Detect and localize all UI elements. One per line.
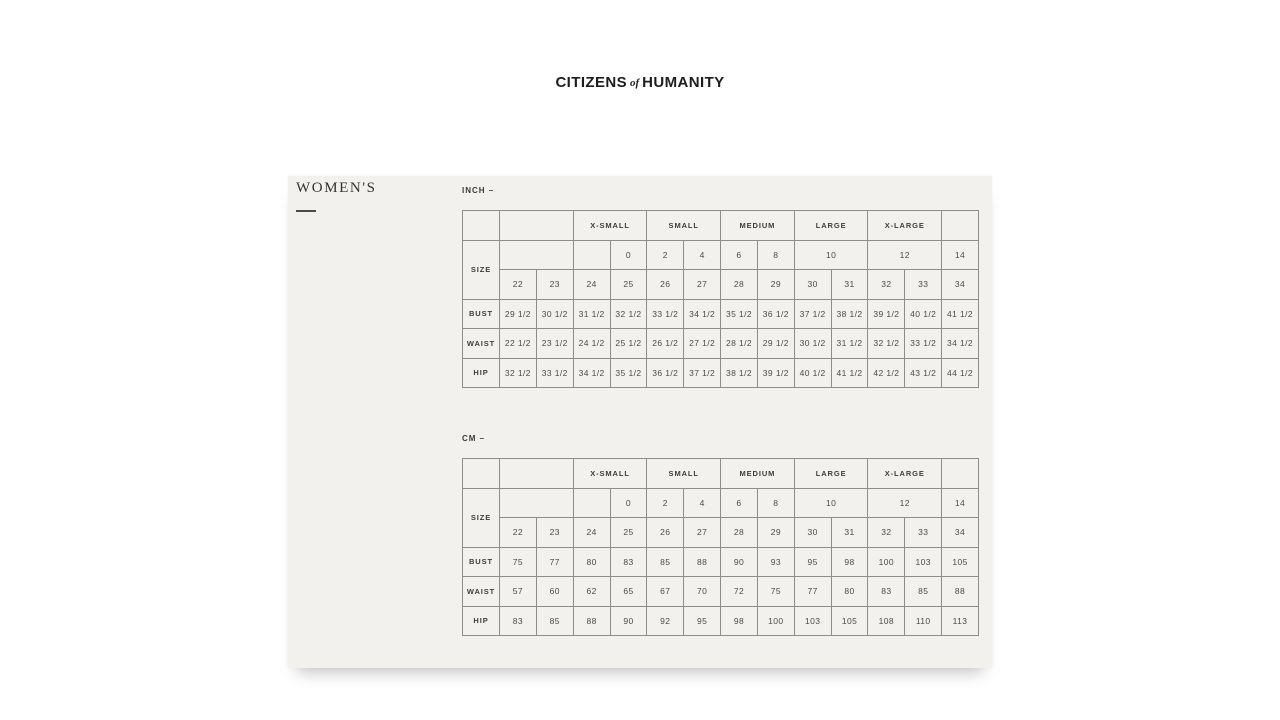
measure-value-cell: 88: [573, 606, 610, 636]
measure-row-label: BUST: [463, 547, 500, 577]
alt-size-cell: 29: [757, 270, 794, 300]
measure-value-cell: 75: [757, 577, 794, 607]
measure-value-cell: 39 1/2: [868, 299, 905, 329]
measure-value-cell: 90: [721, 547, 758, 577]
size-group-header: SMALL: [647, 459, 721, 489]
measure-value-cell: 31 1/2: [573, 299, 610, 329]
numeric-size-cell: 14: [942, 488, 979, 518]
alt-size-cell: 22: [500, 518, 537, 548]
measure-value-cell: 36 1/2: [757, 299, 794, 329]
measure-value-cell: 38 1/2: [721, 358, 758, 388]
empty-size-cell: [573, 488, 610, 518]
measure-value-cell: 83: [610, 547, 647, 577]
size-group-header: MEDIUM: [721, 459, 795, 489]
numeric-size-cell: 14: [942, 240, 979, 270]
womens-section-title: WOMEN'S: [296, 180, 377, 196]
measure-value-cell: 88: [684, 547, 721, 577]
title-underline: [296, 210, 316, 212]
empty-size-cell: [500, 488, 574, 518]
numeric-size-cell: 6: [721, 488, 758, 518]
measure-value-cell: 42 1/2: [868, 358, 905, 388]
measure-value-cell: 70: [684, 577, 721, 607]
measure-row-label: BUST: [463, 299, 500, 329]
measure-value-cell: 33 1/2: [647, 299, 684, 329]
measure-value-cell: 95: [794, 547, 831, 577]
measure-value-cell: 67: [647, 577, 684, 607]
numeric-size-cell: 4: [684, 240, 721, 270]
size-group-header: X-LARGE: [868, 459, 942, 489]
size-group-header: SMALL: [647, 211, 721, 241]
numeric-size-cell: 8: [757, 240, 794, 270]
alt-size-cell: 23: [536, 270, 573, 300]
measure-value-cell: 40 1/2: [905, 299, 942, 329]
measure-value-cell: 44 1/2: [942, 358, 979, 388]
empty-group-cell: [500, 211, 574, 241]
measure-value-cell: 92: [647, 606, 684, 636]
measure-value-cell: 39 1/2: [757, 358, 794, 388]
measure-value-cell: 85: [647, 547, 684, 577]
measure-value-cell: 77: [794, 577, 831, 607]
alt-size-cell: 30: [794, 270, 831, 300]
measure-value-cell: 40 1/2: [794, 358, 831, 388]
measure-value-cell: 72: [721, 577, 758, 607]
corner-cell: [463, 459, 500, 489]
alt-size-cell: 33: [905, 270, 942, 300]
measure-value-cell: 98: [831, 547, 868, 577]
measure-value-cell: 83: [868, 577, 905, 607]
measure-value-cell: 33 1/2: [536, 358, 573, 388]
measure-value-cell: 80: [573, 547, 610, 577]
alt-size-cell: 30: [794, 518, 831, 548]
numeric-size-cell: 4: [684, 488, 721, 518]
measure-value-cell: 90: [610, 606, 647, 636]
numeric-size-cell: 10: [794, 488, 868, 518]
measure-value-cell: 103: [794, 606, 831, 636]
size-group-header: X-SMALL: [573, 459, 647, 489]
measure-value-cell: 80: [831, 577, 868, 607]
alt-size-cell: 22: [500, 270, 537, 300]
measure-value-cell: 29 1/2: [757, 329, 794, 359]
brand-word-citizens: CITIZENS: [555, 74, 627, 91]
measure-value-cell: 32 1/2: [500, 358, 537, 388]
size-group-header: LARGE: [794, 211, 868, 241]
measure-value-cell: 108: [868, 606, 905, 636]
size-group-header: MEDIUM: [721, 211, 795, 241]
measure-value-cell: 24 1/2: [573, 329, 610, 359]
cm-unit-label: CM –: [462, 434, 486, 443]
brand-logo: [0, 74, 1280, 92]
measure-value-cell: 29 1/2: [500, 299, 537, 329]
empty-group-cell: [942, 211, 979, 241]
numeric-size-cell: 6: [721, 240, 758, 270]
measure-value-cell: 38 1/2: [831, 299, 868, 329]
cm-size-table: [462, 458, 979, 636]
numeric-size-cell: 12: [868, 240, 942, 270]
alt-size-cell: 34: [942, 518, 979, 548]
cm-table-block: [462, 434, 979, 636]
alt-size-cell: 28: [721, 270, 758, 300]
alt-size-cell: 23: [536, 518, 573, 548]
alt-size-cell: 28: [721, 518, 758, 548]
empty-size-cell: [500, 240, 574, 270]
measure-row-label: WAIST: [463, 329, 500, 359]
measure-value-cell: 32 1/2: [610, 299, 647, 329]
measure-value-cell: 35 1/2: [610, 358, 647, 388]
alt-size-cell: 25: [610, 518, 647, 548]
size-guide-panel: [288, 176, 992, 668]
numeric-size-cell: 0: [610, 488, 647, 518]
measure-value-cell: 30 1/2: [536, 299, 573, 329]
cm-table-host: [462, 458, 979, 636]
tables-column: [462, 186, 979, 636]
measure-value-cell: 57: [500, 577, 537, 607]
measure-value-cell: 65: [610, 577, 647, 607]
measure-value-cell: 41 1/2: [942, 299, 979, 329]
measure-value-cell: 31 1/2: [831, 329, 868, 359]
alt-size-cell: 27: [684, 518, 721, 548]
measure-value-cell: 93: [757, 547, 794, 577]
measure-value-cell: 103: [905, 547, 942, 577]
measure-row-label: WAIST: [463, 577, 500, 607]
measure-value-cell: 62: [573, 577, 610, 607]
measure-value-cell: 34 1/2: [573, 358, 610, 388]
measure-value-cell: 85: [905, 577, 942, 607]
numeric-size-cell: 10: [794, 240, 868, 270]
alt-size-cell: 32: [868, 270, 905, 300]
measure-value-cell: 41 1/2: [831, 358, 868, 388]
measure-value-cell: 34 1/2: [942, 329, 979, 359]
measure-value-cell: 98: [721, 606, 758, 636]
measure-value-cell: 30 1/2: [794, 329, 831, 359]
size-group-header: X-SMALL: [573, 211, 647, 241]
alt-size-cell: 26: [647, 270, 684, 300]
measure-value-cell: 37 1/2: [684, 358, 721, 388]
measure-value-cell: 23 1/2: [536, 329, 573, 359]
empty-group-cell: [500, 459, 574, 489]
size-row-label: SIZE: [463, 240, 500, 299]
measure-value-cell: 85: [536, 606, 573, 636]
measure-value-cell: 100: [868, 547, 905, 577]
alt-size-cell: 29: [757, 518, 794, 548]
measure-row-label: HIP: [463, 358, 500, 388]
inch-unit-label: INCH –: [462, 186, 495, 195]
alt-size-cell: 31: [831, 270, 868, 300]
measure-value-cell: 105: [831, 606, 868, 636]
numeric-size-cell: 2: [647, 488, 684, 518]
alt-size-cell: 33: [905, 518, 942, 548]
measure-value-cell: 28 1/2: [721, 329, 758, 359]
alt-size-cell: 27: [684, 270, 721, 300]
empty-group-cell: [942, 459, 979, 489]
numeric-size-cell: 2: [647, 240, 684, 270]
size-group-header: X-LARGE: [868, 211, 942, 241]
measure-value-cell: 36 1/2: [647, 358, 684, 388]
measure-value-cell: 105: [942, 547, 979, 577]
corner-cell: [463, 211, 500, 241]
numeric-size-cell: 12: [868, 488, 942, 518]
category-column: [296, 180, 377, 212]
inch-table-block: [462, 186, 979, 388]
measure-value-cell: 113: [942, 606, 979, 636]
measure-value-cell: 77: [536, 547, 573, 577]
measure-value-cell: 43 1/2: [905, 358, 942, 388]
size-group-header: LARGE: [794, 459, 868, 489]
alt-size-cell: 34: [942, 270, 979, 300]
measure-value-cell: 26 1/2: [647, 329, 684, 359]
inch-size-table: [462, 210, 979, 388]
measure-value-cell: 60: [536, 577, 573, 607]
measure-value-cell: 35 1/2: [721, 299, 758, 329]
measure-value-cell: 27 1/2: [684, 329, 721, 359]
measure-value-cell: 22 1/2: [500, 329, 537, 359]
measure-value-cell: 95: [684, 606, 721, 636]
measure-value-cell: 34 1/2: [684, 299, 721, 329]
size-row-label: SIZE: [463, 488, 500, 547]
measure-value-cell: 75: [500, 547, 537, 577]
brand-word-of: of: [630, 77, 640, 89]
measure-value-cell: 25 1/2: [610, 329, 647, 359]
numeric-size-cell: 8: [757, 488, 794, 518]
measure-value-cell: 83: [500, 606, 537, 636]
alt-size-cell: 24: [573, 518, 610, 548]
measure-row-label: HIP: [463, 606, 500, 636]
alt-size-cell: 31: [831, 518, 868, 548]
alt-size-cell: 25: [610, 270, 647, 300]
empty-size-cell: [573, 240, 610, 270]
brand-word-humanity: HUMANITY: [642, 74, 725, 91]
measure-value-cell: 88: [942, 577, 979, 607]
alt-size-cell: 32: [868, 518, 905, 548]
alt-size-cell: 26: [647, 518, 684, 548]
alt-size-cell: 24: [573, 270, 610, 300]
measure-value-cell: 37 1/2: [794, 299, 831, 329]
measure-value-cell: 100: [757, 606, 794, 636]
inch-table-host: [462, 210, 979, 388]
measure-value-cell: 32 1/2: [868, 329, 905, 359]
numeric-size-cell: 0: [610, 240, 647, 270]
measure-value-cell: 33 1/2: [905, 329, 942, 359]
measure-value-cell: 110: [905, 606, 942, 636]
